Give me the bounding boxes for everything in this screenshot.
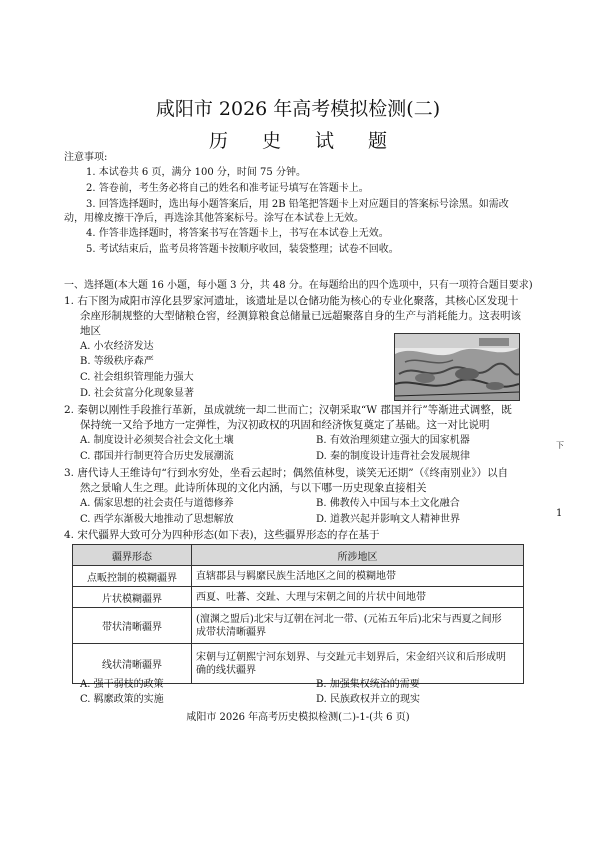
note-item: 2. 答卷前，考生务必将自己的姓名和准考证号填写在答题卡上。 xyxy=(86,183,369,194)
site-photo xyxy=(394,333,520,401)
question-2-option-a: A. 制度设计必须契合社会文化土壤 xyxy=(80,435,234,446)
question-3-option-a: A. 儒家思想的社会责任与道德修养 xyxy=(80,498,234,509)
table-row xyxy=(73,608,524,644)
table-row xyxy=(73,644,524,684)
table-header-row xyxy=(73,545,524,566)
margin-mark: 下 xyxy=(556,441,564,450)
question-1-line: 地区 xyxy=(80,325,101,337)
region-cell: 西夏、吐蕃、交趾、大理与宋朝之间的片状中间地带 xyxy=(192,587,524,608)
note-item: 4. 作答非选择题时，将答案书写在答题卡上，书写在本试卷上无效。 xyxy=(86,228,389,239)
note-item: 动，用橡皮擦干净后，再选涂其他答案标号。涂写在本试卷上无效。 xyxy=(64,213,364,224)
question-2-line: 保持统一又给予地方一定弹性，为汉初政权的巩固和经济恢复奠定了基础。这一对比说明 xyxy=(80,419,490,431)
page-footer: 咸阳市 2026 年高考历史模拟检测(二)-1-(共 6 页) xyxy=(186,712,410,723)
question-3-option-c: C. 西学东渐极大地推动了思想解放 xyxy=(80,514,234,525)
table-row xyxy=(73,587,524,608)
question-3-line: 然之景喻人生之理。此诗所体现的文化内涵，与以下哪一历史现象直接相关 xyxy=(80,482,427,494)
border-form-cell: 片状模糊疆界 xyxy=(73,587,192,608)
page-title: 咸阳市 2026 年高考模拟检测(二) xyxy=(155,98,441,120)
question-1-line: 余座形制规整的大型储粮仓窖，经测算粮食总储量已远超聚落自身的生产与消耗能力。这表明该 xyxy=(80,310,521,322)
region-line: 宋朝与辽朝熙宁河东划界、与交趾元丰划界后，宋金绍兴议和后形成明 xyxy=(196,651,506,663)
question-4-option-c: C. 羁縻政策的实施 xyxy=(80,694,164,705)
border-form-cell: 线状清晰疆界 xyxy=(73,644,192,684)
region-cell xyxy=(192,608,524,644)
question-1-option-a: A. 小农经济发达 xyxy=(80,341,154,352)
question-3-line: 3. 唐代诗人王维诗句“行到水穷处，坐看云起时；偶然值林叟，谈笑无还期”（《终南别业》）以自 xyxy=(64,467,509,479)
note-item: 5. 考试结束后，监考员将答题卡按顺序收回，装袋整理；试卷不回收。 xyxy=(86,244,399,255)
notes-heading: 注意事项: xyxy=(64,152,108,163)
table-header: 疆界形态 xyxy=(73,545,192,566)
table-header: 所涉地区 xyxy=(192,545,524,566)
question-1-option-d: D. 社会贫富分化现象显著 xyxy=(80,388,195,399)
border-form-cell: 点畈控制的模糊疆界 xyxy=(73,566,192,587)
question-4-line: 4. 宋代疆界大致可分为四种形态(如下表)，这些疆界形态的存在基于 xyxy=(64,529,380,541)
question-1-line: 1. 右下图为咸阳市淳化县罗家河遗址，该遗址是以仓储功能为核心的专业化聚落，其核心区发现十 xyxy=(64,295,519,307)
region-line: 成带状清晰疆界 xyxy=(196,626,266,638)
question-2-line: 2. 秦朝以刚性手段推行革新，虽成就统一却二世而亡；汉朝采取“W 郡国并行”等渐进式调整，既 xyxy=(64,404,512,416)
question-3-option-b: B. 佛教传入中国与本土文化融合 xyxy=(316,498,460,509)
question-2-option-b: B. 有效治理须建立强大的国家机器 xyxy=(316,435,470,446)
note-item: 1. 本试卷共 6 页，满分 100 分，时间 75 分钟。 xyxy=(86,167,306,178)
question-4-option-d: D. 民族政权并立的现实 xyxy=(316,694,421,705)
question-3-option-d: D. 道教兴起并影响文人精神世界 xyxy=(316,514,461,525)
question-1-option-b: B. 等级秩序森严 xyxy=(80,356,154,367)
region-line: (澶渊之盟后)北宋与辽朝在河北一带、(元祐五年后)北宋与西夏之间形 xyxy=(196,613,502,625)
table-row xyxy=(73,566,524,587)
border-form-cell: 带状清晰疆界 xyxy=(73,608,192,644)
region-line: 确的线状疆界 xyxy=(196,664,256,676)
note-item: 3. 回答选择题时，选出每小题答案后，用 2B 铅笔把答题卡上对应题目的答案标号涂黑。如需改 xyxy=(86,199,509,210)
region-cell xyxy=(192,644,524,684)
section-heading: 一、选择题(本大题 16 小题，每小题 3 分，共 48 分。在每题给出的四个选项中，只有一项符合题目要求) xyxy=(64,280,533,291)
question-2-option-c: C. 郡国并行制更符合历史发展潮流 xyxy=(80,451,234,462)
question-2-option-d: D. 秦的制度设计违背社会发展规律 xyxy=(316,451,471,462)
region-cell: 直辖郡县与羁縻民族生活地区之间的模糊地带 xyxy=(192,566,524,587)
page-subtitle: 历 史 试 题 xyxy=(208,130,402,152)
margin-mark: 1 xyxy=(556,508,563,519)
question-1-option-c: C. 社会组织管理能力强大 xyxy=(80,372,194,383)
question-4-option-b: B. 加强集权统治的需要 xyxy=(316,679,420,690)
border-table xyxy=(72,544,524,684)
question-4-option-a: A. 强干弱枝的政策 xyxy=(80,679,164,690)
site-photo-illustration xyxy=(395,334,519,400)
